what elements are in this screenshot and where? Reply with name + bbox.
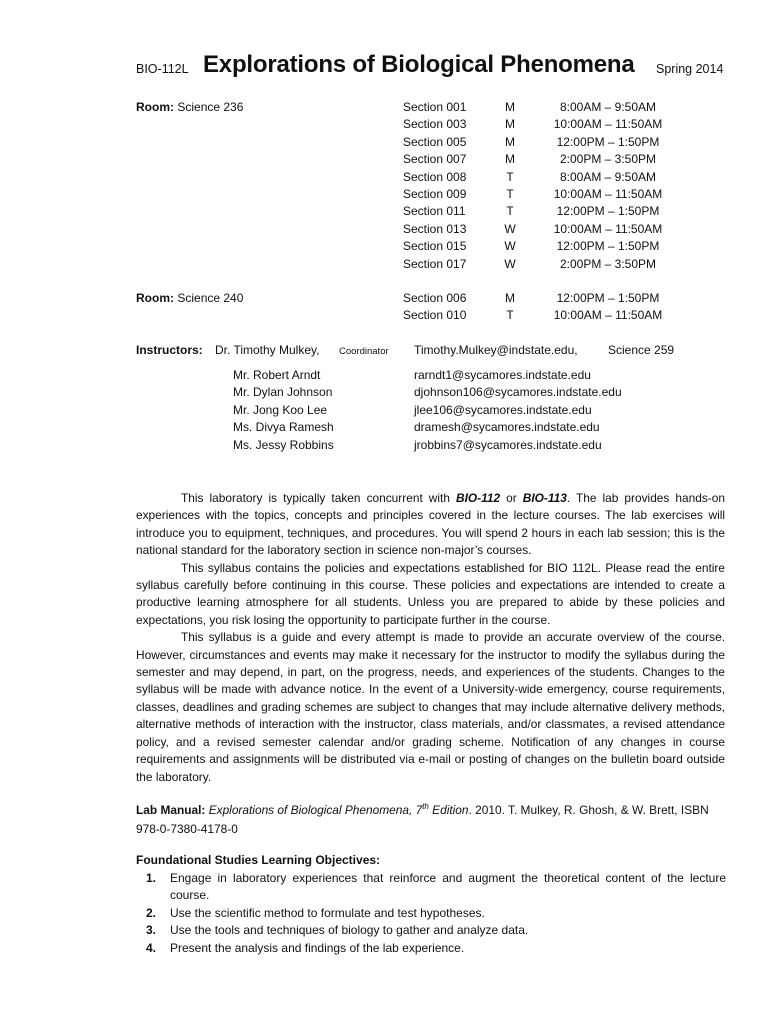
paragraph-intro [136, 490, 725, 560]
schedule-row [403, 99, 733, 116]
coordinator-name: Dr. Timothy Mulkey, [215, 343, 320, 357]
section-time: 12:00PM – 1:50PM [556, 204, 660, 219]
staff-row [233, 419, 713, 436]
schedule-row [403, 238, 733, 255]
room-value: Science 236 [177, 100, 244, 114]
item-number: 1. [146, 871, 157, 885]
staff-name: Mr. Dylan Johnson [233, 385, 333, 400]
section-day: M [505, 134, 515, 149]
instructors-label: Instructors: [136, 343, 203, 357]
section-id: Section 006 [403, 291, 467, 305]
paragraph-text: This laboratory is typically taken concurrent with [181, 491, 456, 505]
staff-row [233, 384, 713, 401]
list-item [146, 922, 726, 939]
edition-suffix: th [422, 802, 429, 812]
section-time: 10:00AM – 11:50AM [553, 308, 663, 323]
section-day: W [504, 221, 516, 236]
section-time: 8:00AM – 9:50AM [559, 100, 657, 114]
section-id: Section 010 [403, 308, 467, 323]
section-id: Section 001 [403, 100, 467, 114]
schedule-row [403, 134, 733, 151]
coordinator-email[interactable]: Timothy.Mulkey@indstate.edu, [414, 343, 578, 357]
staff-email[interactable]: dramesh@sycamores.indstate.edu [414, 420, 600, 435]
section-id: Section 013 [403, 221, 467, 236]
schedule-row [403, 169, 733, 186]
section-day: T [506, 204, 514, 219]
item-text: Use the scientific method to formulate and test hypotheses. [170, 905, 485, 920]
staff-name: Ms. Divya Ramesh [233, 420, 334, 435]
paragraph-policies: This syllabus contains the policies and expectations established for BIO 112L. Please read the entire syllabus carefully before continuing in this course. These policies and expectations are intended to create a productive learning atmosphere for all students. Unless you are prepared to abide by these policies and expectations, you risk losing the opportunity to participate further in the course. [136, 560, 725, 627]
room-1 [136, 99, 243, 116]
schedule-row [403, 290, 733, 307]
section-day: W [504, 256, 516, 271]
objectives-heading: Foundational Studies Learning Objectives: [136, 853, 381, 867]
section-day: M [505, 117, 515, 132]
lab-manual-edition: Edition [428, 803, 469, 817]
room-value: Science 240 [177, 291, 244, 305]
staff-email[interactable]: djohnson106@sycamores.indstate.edu [414, 385, 622, 400]
schedule-row [403, 256, 733, 273]
section-time: 10:00AM – 11:50AM [553, 117, 663, 132]
section-id: Section 007 [403, 152, 467, 167]
list-item [146, 870, 726, 905]
course-ref: BIO-113 [522, 491, 567, 505]
section-time: 2:00PM – 3:50PM [559, 152, 657, 167]
section-id: Section 009 [403, 187, 467, 201]
item-text: Use the tools and techniques of biology to gather and analyze data. [170, 923, 529, 938]
staff-name: Ms. Jessy Robbins [233, 437, 334, 452]
section-time: 12:00PM – 1:50PM [556, 134, 660, 149]
coordinator-role: Coordinator [339, 346, 389, 357]
room-label: Room: [136, 100, 174, 114]
lab-manual-label: Lab Manual: [136, 803, 206, 817]
section-id: Section 011 [403, 204, 466, 219]
schedule-row [403, 151, 733, 168]
page-title: Explorations of Biological Phenomena [203, 51, 635, 78]
lab-manual [136, 801, 725, 839]
section-day: M [505, 100, 515, 114]
course-code: BIO-112L [136, 62, 189, 76]
staff-email[interactable]: rarndt1@sycamores.indstate.edu [414, 368, 591, 382]
staff-row [233, 367, 713, 384]
section-time: 12:00PM – 1:50PM [556, 291, 660, 305]
section-id: Section 003 [403, 117, 467, 132]
section-time: 12:00PM – 1:50PM [556, 239, 660, 254]
staff-name: Mr. Jong Koo Lee [233, 402, 328, 417]
staff-email[interactable]: jrobbins7@sycamores.indstate.edu [414, 437, 602, 452]
schedule-row [403, 116, 733, 133]
lab-manual-details: . 2010. T. Mulkey, R. Ghosh, & W. Brett, ISBN 978-0-7380-4178-0 [136, 803, 709, 836]
section-day: M [505, 291, 515, 305]
staff-name: Mr. Robert Arndt [233, 368, 321, 382]
section-id: Section 005 [403, 134, 467, 149]
schedule-row [403, 186, 733, 203]
schedule-row [403, 221, 733, 238]
item-text: Engage in laboratory experiences that reinforce and augment the theoretical content of the lecture course. [170, 871, 726, 903]
section-id: Section 015 [403, 239, 467, 254]
paragraph-text: or [500, 491, 523, 505]
section-time: 8:00AM – 9:50AM [559, 169, 657, 184]
lab-manual-title-text: Explorations of Biological Phenomena, 7 [208, 803, 423, 817]
list-item [146, 940, 726, 957]
item-text: Present the analysis and findings of the lab experience. [170, 940, 465, 955]
item-number: 3. [146, 923, 157, 938]
section-id: Section 017 [403, 256, 467, 271]
section-day: T [506, 308, 514, 323]
coordinator-office: Science 259 [608, 343, 675, 357]
schedule-row [403, 307, 733, 324]
paragraph-guide: This syllabus is a guide and every attempt is made to provide an accurate overview of the course. However, circumstances and events may make it necessary for the instructor to modify the syllabus during the semester and may depend, in part, on the progress, needs, and experiences of the students. Changes to the syllabus will be made with advance notice. In the event of a University-wide emergency, course requirements, classes, deadlines and grading schemes are subject to changes that may include alternative delivery methods, alternative methods of interaction with the instructor, class materials, and/or classmates, a revised attendance policy, and a revised semester calendar and/or grading scheme. Notification of any changes in course requirements and assignments will be distributed via e-mail or posting of changes on the bulletin board outside the laboratory. [136, 630, 725, 784]
section-day: W [504, 239, 516, 254]
item-number: 4. [146, 940, 157, 955]
lab-manual-title [209, 803, 469, 817]
staff-row [233, 437, 713, 454]
schedule-row [403, 203, 733, 220]
section-id: Section 008 [403, 169, 467, 184]
section-day: M [505, 152, 515, 167]
item-number: 2. [146, 905, 157, 920]
section-day: T [506, 169, 514, 184]
section-time: 10:00AM – 11:50AM [553, 221, 663, 236]
staff-row [233, 402, 713, 419]
section-time: 2:00PM – 3:50PM [559, 256, 657, 271]
section-day: T [506, 187, 514, 201]
term: Spring 2014 [656, 62, 724, 76]
syllabus-body [136, 490, 725, 786]
staff-email[interactable]: jlee106@sycamores.indstate.edu [414, 402, 592, 417]
objectives-list [146, 870, 726, 957]
list-item [146, 905, 726, 922]
room-2 [136, 290, 243, 307]
section-time: 10:00AM – 11:50AM [553, 187, 663, 201]
course-ref: BIO-112 [456, 491, 501, 505]
paragraph-text: . The lab provides hands-on experiences with the topics, concepts and principles covered in the lecture courses. The lab exercises will introduce you to equipment, techniques, and procedures. You will spend 2 hours in each lab session; this is the national standard for the laboratory section in science non-major’s courses. [136, 491, 725, 558]
room-label: Room: [136, 291, 174, 305]
